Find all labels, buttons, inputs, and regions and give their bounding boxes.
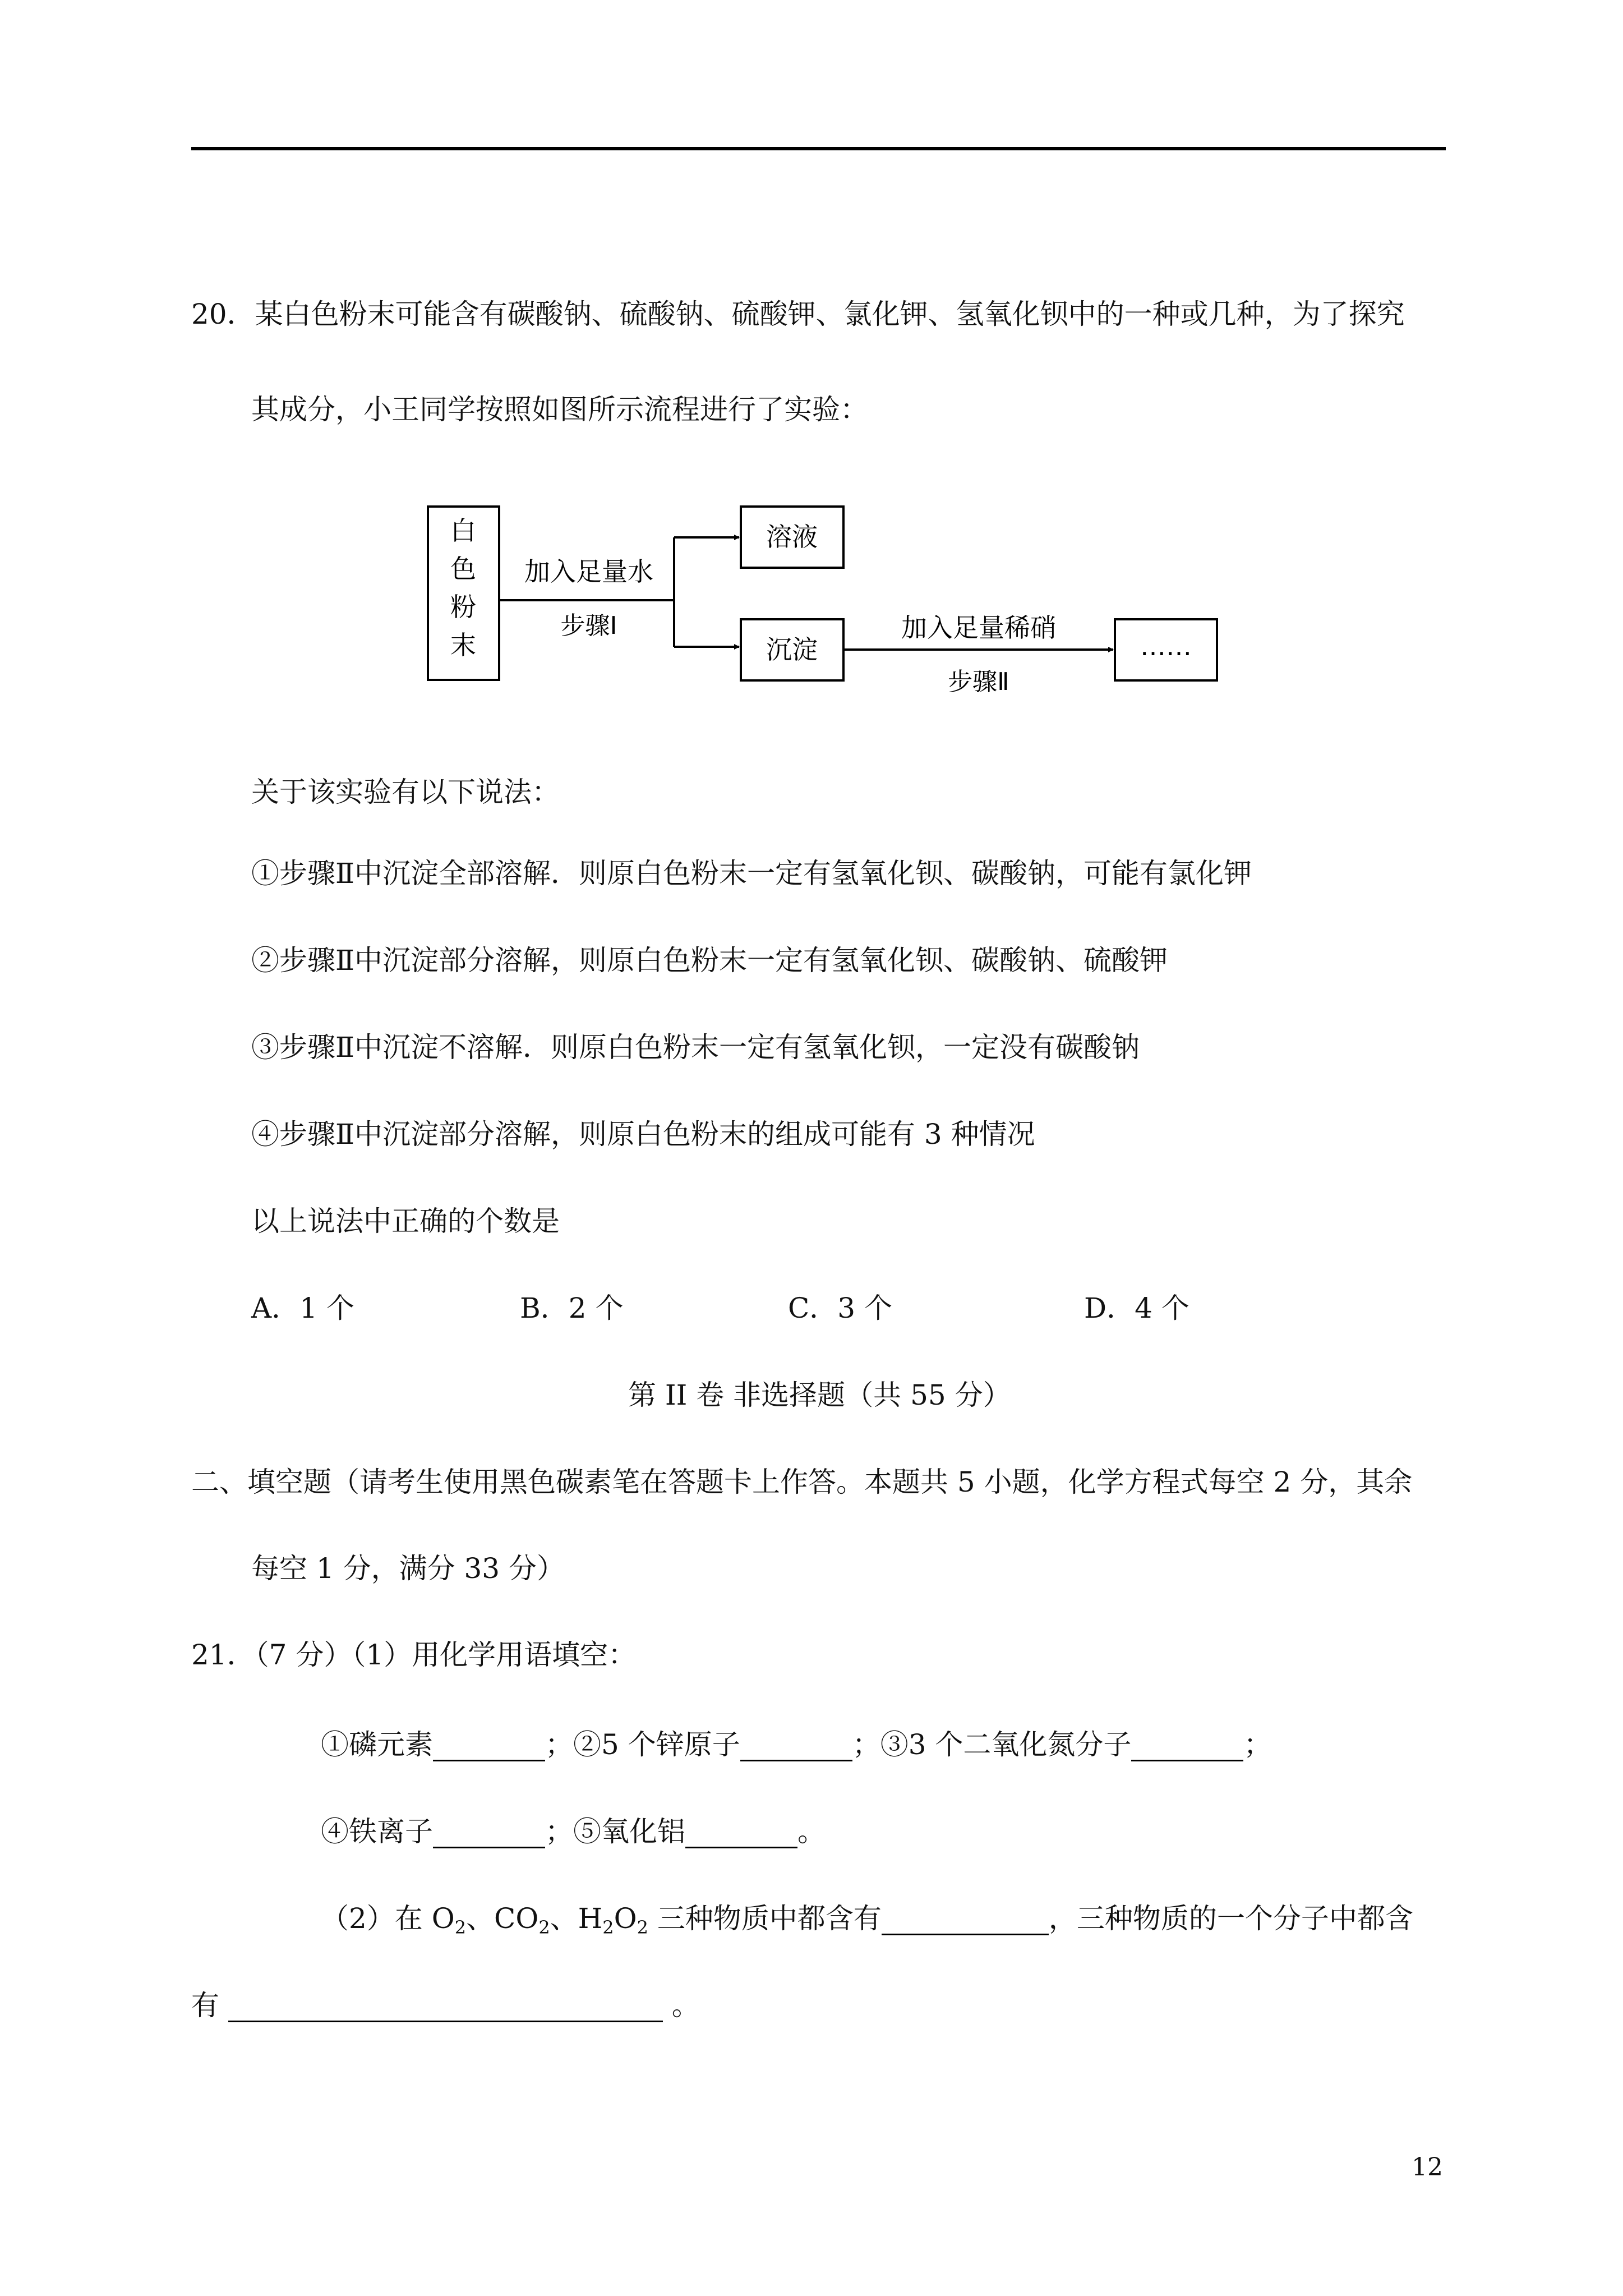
q20-statement-3: ③步骤Ⅱ中沉淀不溶解．则原白色粉末一定有氢氧化钡，一定没有碳酸钠 <box>251 1031 1140 1064</box>
q21-part2-sep2: 、H <box>550 1902 603 1935</box>
answer-blank-6[interactable] <box>882 1908 1049 1935</box>
powder-char-2: 色 <box>450 554 476 584</box>
solution-label: 溶液 <box>766 522 818 552</box>
answer-blank-1[interactable] <box>433 1734 545 1761</box>
q21-item-6: ；⑤氧化铝 <box>545 1815 685 1848</box>
q21-part2-o: O <box>614 1902 637 1935</box>
powder-char-4: 末 <box>450 630 476 660</box>
q21-item-7: 。 <box>797 1815 826 1848</box>
powder-char-1: 白 <box>450 516 476 546</box>
subscript-2: 2 <box>637 1917 648 1938</box>
q20-option-b: B．2 个 <box>520 1292 624 1324</box>
answer-blank-5[interactable] <box>685 1821 797 1848</box>
add-acid-label: 加入足量稀硝 <box>901 613 1056 643</box>
q21-part2-sep1: 、CO <box>466 1902 539 1935</box>
answer-blank-3[interactable] <box>1131 1734 1243 1761</box>
q21-last-prefix: 有 <box>191 1989 228 2022</box>
part2-title: 第 II 卷 非选择题（共 55 分） <box>628 1379 1011 1411</box>
q20-option-a: A．1 个 <box>251 1292 354 1324</box>
add-water-label: 加入足量水 <box>524 556 653 587</box>
answer-blank-7[interactable] <box>228 1995 663 2022</box>
q21-last-line <box>191 1989 700 2022</box>
q21-part2-mid: 三种物质中都含有 <box>648 1902 882 1935</box>
q21-part2-prefix: （2）在 O <box>321 1902 455 1935</box>
result-label: …… <box>1140 631 1192 661</box>
page-number: 12 <box>1412 2153 1443 2182</box>
q21-item-3: ；③3 个二氧化氮分子 <box>852 1728 1132 1761</box>
q21-row2 <box>321 1815 826 1848</box>
q20-question: 以上说法中正确的个数是 <box>251 1205 560 1237</box>
q21-item-5: ④铁离子 <box>321 1815 433 1848</box>
q21-row1 <box>321 1728 1271 1761</box>
q20-option-c: C．3 个 <box>788 1292 892 1324</box>
step1-label: 步骤Ⅰ <box>560 611 617 640</box>
subscript-2: 2 <box>538 1917 550 1938</box>
section2-line1: 二、填空题（请考生使用黑色碳素笔在答题卡上作答。本题共 5 小题，化学方程式每空 2 分，其余 <box>191 1466 1413 1498</box>
q20-line1: 20．某白色粉末可能含有碳酸钠、硫酸钠、硫酸钾、氯化钾、氢氧化钡中的一种或几种，为了探究 <box>191 298 1405 330</box>
q20-intro: 关于该实验有以下说法： <box>251 776 560 808</box>
q21-item-4: ； <box>1243 1728 1272 1761</box>
q21-item-1: ①磷元素 <box>321 1728 433 1761</box>
powder-char-3: 粉 <box>450 592 476 622</box>
subscript-2: 2 <box>602 1917 614 1938</box>
q21-part2-end: ，三种物质的一个分子中都含 <box>1048 1902 1413 1935</box>
q20-statement-4: ④步骤Ⅱ中沉淀部分溶解，则原白色粉末的组成可能有 3 种情况 <box>251 1118 1035 1151</box>
q20-statement-1: ①步骤Ⅱ中沉淀全部溶解．则原白色粉末一定有氢氧化钡、碳酸钠，可能有氯化钾 <box>251 857 1252 890</box>
section2-line2: 每空 1 分，满分 33 分） <box>251 1552 565 1585</box>
q20-statement-2: ②步骤Ⅱ中沉淀部分溶解，则原白色粉末一定有氢氧化钡、碳酸钠、硫酸钾 <box>251 944 1168 977</box>
answer-blank-2[interactable] <box>740 1734 852 1761</box>
q21-item-2: ；②5 个锌原子 <box>545 1728 740 1761</box>
q21-part2 <box>321 1902 1413 1938</box>
step2-label: 步骤Ⅱ <box>948 668 1009 696</box>
subscript-2: 2 <box>454 1917 467 1938</box>
answer-blank-4[interactable] <box>433 1821 545 1848</box>
q21-header: 21．（7 分）（1）用化学用语填空： <box>191 1639 637 1671</box>
q20-line2: 其成分，小王同学按照如图所示流程进行了实验： <box>251 393 868 426</box>
precipitate-label: 沉淀 <box>766 634 818 665</box>
q21-last-end: 。 <box>662 1989 700 2022</box>
q20-option-d: D．4 个 <box>1084 1292 1189 1324</box>
